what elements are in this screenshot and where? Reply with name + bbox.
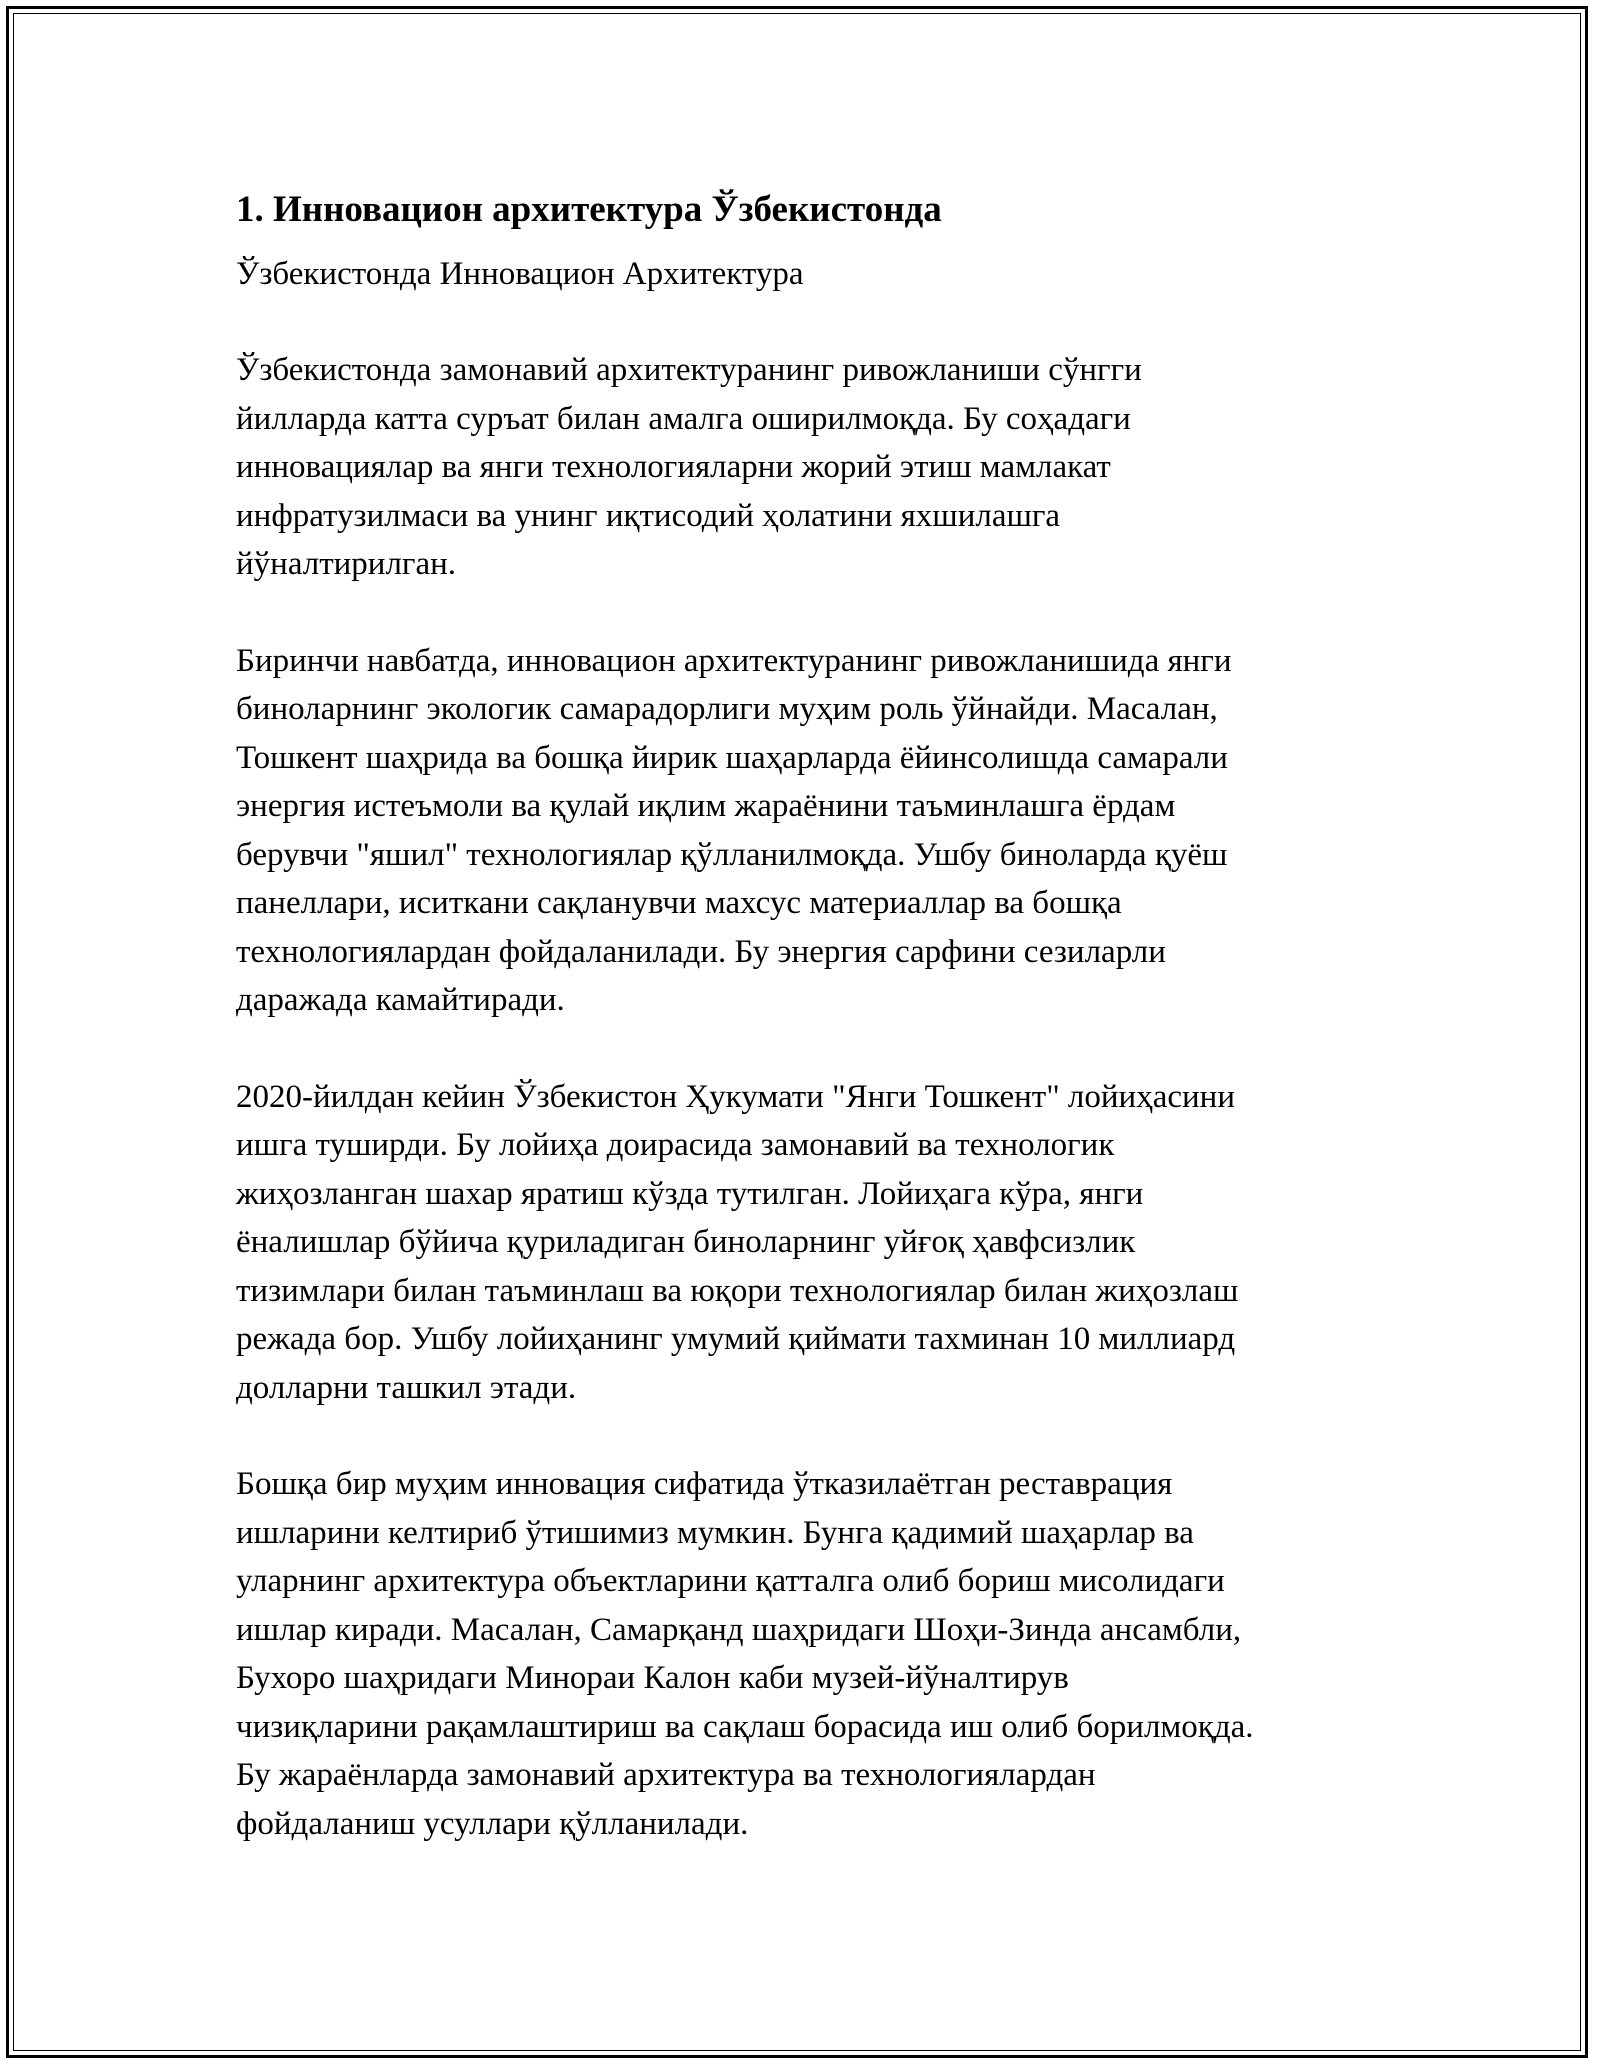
paragraph-line: ишларини келтириб ўтишимиз мумкин. Бунга қадимий шаҳарлар ва <box>236 1514 1194 1551</box>
paragraph-3 <box>236 1073 1376 1413</box>
paragraph-line: 2020-йилдан кейин Ўзбекистон Ҳукумати "Янги Тошкент" лойиҳасини <box>236 1078 1235 1115</box>
paragraph-line: режада бор. Ушбу лойиҳанинг умумий қиймати тахминан 10 миллиард <box>236 1321 1236 1357</box>
paragraph-line: йилларда катта суръат билан амалга оширилмоқда. Бу соҳадаги <box>236 400 1131 437</box>
paragraph-line: ишга туширди. Бу лойиҳа доирасида замонавий ва технологик <box>236 1127 1115 1163</box>
paragraph-line: Биринчи навбатда, инновацион архитектуранинг ривожланишида янги <box>236 642 1232 679</box>
paragraph-line: технологиялардан фойдаланилади. Бу энергия сарфини сезиларли <box>236 933 1166 970</box>
paragraph-line: панеллари, иситкани сақланувчи махсус материаллар ва бошқа <box>236 885 1122 921</box>
paragraph-line: чизиқларини рақамлаштириш ва сақлаш борасида иш олиб борилмоқда. <box>236 1708 1254 1745</box>
paragraph-line: энергия истеъмоли ва қулай иқлим жараёнини таъминлашга ёрдам <box>236 788 1176 824</box>
paragraph-line: тизимлари билан таъминлаш ва юқори технологиялар билан жиҳозлаш <box>236 1272 1239 1309</box>
paragraph-line: ишлар киради. Масалан, Самарқанд шаҳридаги Шоҳи-Зинда ансамбли, <box>236 1611 1242 1648</box>
paragraph-line: фойдаланиш усуллари қўлланилади. <box>236 1805 749 1842</box>
paragraph-line: биноларнинг экологик самарадорлиги муҳим роль ўйнайди. Масалан, <box>236 691 1218 727</box>
section-heading: 1. Инновацион архитектура Ўзбекистонда <box>236 189 942 230</box>
paragraph-2 <box>236 637 1376 1025</box>
paragraph-line: Бу жараёнларда замонавий архитектура ва технологиялардан <box>236 1757 1096 1793</box>
paragraph-line: йўналтирилган. <box>236 546 457 582</box>
paragraph-line: жиҳозланган шахар яратиш кўзда тутилган. Лойиҳага кўра, янги <box>236 1175 1144 1212</box>
paragraph-1 <box>236 346 1376 589</box>
paragraph-line: берувчи "яшил" технологиялар қўлланилмоқда. Ушбу биноларда қуёш <box>236 836 1228 873</box>
paragraph-line: Бошқа бир муҳим инновация сифатида ўтказилаётган реставрация <box>236 1466 1173 1502</box>
paragraph-line: даражада камайтиради. <box>236 982 565 1018</box>
document-body <box>236 186 1376 1848</box>
section-subtitle: Ўзбекистонда Инновацион Архитектура <box>236 256 804 292</box>
paragraph-line: ёналишлар бўйича қуриладиган биноларнинг уйғоқ ҳавфсизлик <box>236 1224 1136 1260</box>
paragraph-line: Ўзбекистонда замонавий архитектуранинг ривожланиши сўнгги <box>236 352 1142 388</box>
paragraph-line: Бухоро шаҳридаги Минораи Калон каби музей-йўналтирув <box>236 1660 1069 1696</box>
paragraph-line: инновациялар ва янги технологияларни жорий этиш мамлакат <box>236 449 1111 485</box>
paragraph-4 <box>236 1460 1376 1848</box>
paragraph-line: долларни ташкил этади. <box>236 1369 577 1406</box>
paragraph-line: Тошкент шаҳрида ва бошқа йирик шаҳарларда ёйинсолишда самарали <box>236 739 1228 776</box>
paragraph-line: уларнинг архитектура объектларини қатталга олиб бориш мисолидаги <box>236 1563 1225 1599</box>
paragraph-line: инфратузилмаси ва унинг иқтисодий ҳолатини яхшилашга <box>236 497 1061 534</box>
